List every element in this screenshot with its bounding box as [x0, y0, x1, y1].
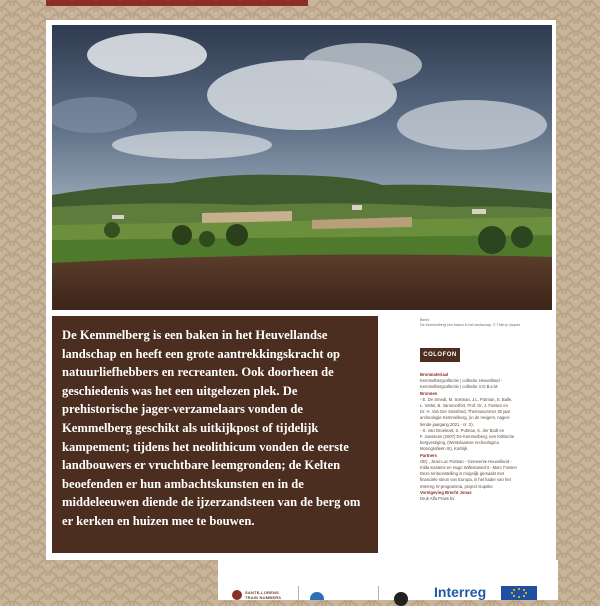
colofon-line: Interreg IV-programma, project Gupsko — [420, 483, 493, 489]
colofon-line: Dr. H. Van Der Smisthed, Themanummer 30 jaar — [420, 409, 511, 415]
interreg-logo: Interreg — [434, 584, 487, 600]
top-accent-bar — [46, 0, 308, 6]
colofon-line: OE) , Jean-Luc Putman - Gemeente Heuvelland - — [420, 458, 512, 464]
colofon-section — [420, 471, 550, 490]
colofon-line: Kilda Kastens en Hugo Willemanecht - Marc Fossen — [420, 465, 517, 471]
colofon-line: Kemmelbergcollectie | collectie V.O.B.e.M — [420, 384, 498, 390]
colofon-line: Deze tentoonstelling is mogelijk gemaakt met — [420, 471, 505, 477]
colofon-line: - E. De Smedt, M. Sosman, J.L. Putman, S. Balle, — [420, 396, 513, 402]
partner-logo-2-icon — [310, 592, 324, 600]
intro-text-box — [52, 316, 378, 553]
colofon-line: financiële steun van Europa, in het kader van het — [420, 477, 511, 483]
partner-logo-1 — [232, 590, 284, 600]
colofon-line: Monografieën III), Kortrijk. — [420, 446, 469, 452]
colofon-line: L. Vettel, B. Vanmontfort, Prof. Dr. J. Fossen en — [420, 403, 508, 409]
photo-caption — [420, 318, 552, 328]
caption-text: De Kemmelberg een baken in het landschap. © Thierry Jaques — [420, 323, 521, 327]
colofon-section-head: Bronmateriaal — [420, 372, 449, 377]
partner-logo-3-icon — [394, 592, 408, 606]
colofon-section — [420, 453, 550, 472]
seal-icon — [232, 590, 242, 600]
colofon-section — [420, 391, 550, 453]
colofon-line: F. Janssens (2007) De Kemmelberg: een Keltische — [420, 434, 515, 440]
caption-label: Beeld — [420, 318, 430, 322]
colofon-section-head: Bronnen — [420, 390, 438, 396]
colofon-line: bergvestiging, (Westvlaamse Archeologica — [420, 440, 499, 446]
colofon-heading: COLOFON — [420, 348, 460, 362]
colofon-line: Druk Alfa Prass bv — [420, 496, 455, 502]
logo-divider — [298, 586, 299, 600]
eu-flag-icon — [501, 586, 537, 600]
colofon-section — [420, 372, 550, 391]
colofon-section-head: Vormgeving Brecht Jonas — [420, 489, 472, 495]
colofon-line: tiende jaargang 2021 - nr. 2). — [420, 421, 474, 427]
colofon-line: - S. Van Droeleart, S. Putman, K. der Bodt en — [420, 427, 505, 433]
colofon-line: archeologie Kemmelberg, (in de Heigem, nagen- — [420, 415, 511, 421]
landscape-photo — [52, 25, 552, 310]
intro-text: De Kemmelberg is een baken in het Heuvellandse landschap en heeft een grote aantrekkingskracht op natuurliefhebbers en recreanten. Ook doorheen de geschiedenis was het een uitgelezen plek. De prehistorische jager-verzamelaars vonden de Kemmelberg geschikt als uitkijkpost of tijdelijk kampement; tijdens het neolithicum vonden de eerste landbouwers er vruchtbare leemgronden; de Kelten beoefenden er hun ambachtskunsten en in de middeleeuwen diende de ijzerzandsteen van de berg om er kerken en huizen mee te bouwen. — [62, 328, 361, 528]
sponsor-logo-strip — [218, 560, 558, 600]
colofon-section — [420, 490, 550, 502]
colofon-line: Kemmelbergcollectie | collectie Heuvelland - — [420, 378, 503, 384]
colofon-section-head: Partners — [420, 452, 437, 458]
partner-logo-1-text: SANTE-LORENS TRAIN NUMBERS — [245, 590, 282, 600]
colofon-block — [420, 372, 550, 502]
logo-divider — [378, 586, 379, 600]
